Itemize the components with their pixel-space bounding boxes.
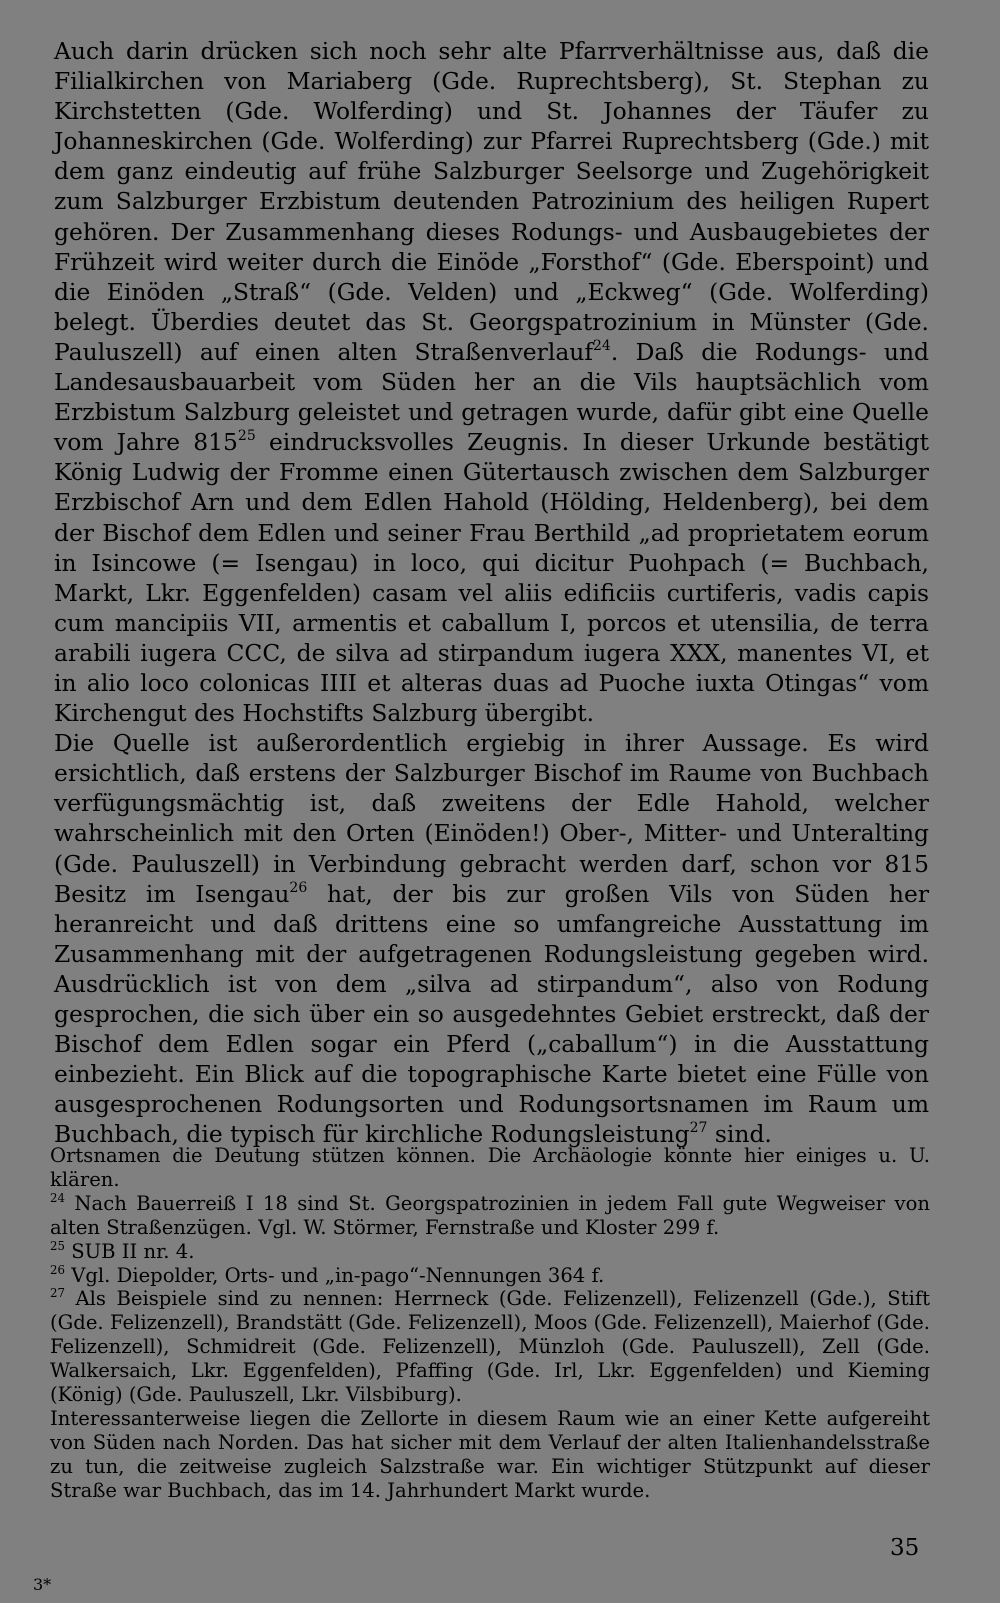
footnote-reference: 27 <box>689 1120 708 1137</box>
footnote-carryover: Ortsnamen die Deutung stützen können. Die Archäologie könnte hier einiges u. U. klären. <box>50 1144 930 1191</box>
footnote-text: Vgl. Diepolder, Orts- und „in-pago“-Nennungen 364 f. <box>71 1263 605 1287</box>
paragraph-2 <box>54 728 929 1149</box>
footnote-text: Nach Bauerreiß I 18 sind St. Georgspatrozinien in jedem Fall gute Wegweiser von alten Straßenzügen. Vgl. W. Störmer, Fernstraße und Kloster 299 f. <box>50 1191 930 1239</box>
text-segment: sind. <box>707 1120 772 1149</box>
page-number: 35 <box>890 1535 920 1561</box>
footnote-number: 24 <box>50 1190 65 1205</box>
footnote-25 <box>50 1240 930 1264</box>
footnotes <box>50 1144 930 1503</box>
footnote-text: SUB II nr. 4. <box>71 1239 195 1263</box>
footnote-text: Als Beispiele sind zu nennen: Herrneck (Gde. Felizenzell), Felizenzell (Gde.), Stift (Gde. Felizenzell), Brandstätt (Gde. Felizenzell), Moos (Gde. Felizenzell), Maierhof (Gde. Felizenzell), Schmidreit (Gde. Felizenzell), Münzloh (Gde. Pauluszell), Zell (Gde. Walkersaich, Lkr. Eggenfelden), Pfaffing (Gde. Irl, Lkr. Eggenfelden) und Kieming (König) (Gde. Pauluszell, Lkr. Vilsbiburg). <box>50 1287 930 1407</box>
footnote-continuation: Interessanterweise liegen die Zellorte in diesem Raum wie an einer Kette aufgereiht von Süden nach Norden. Das hat sicher mit dem Verlauf der alten Italienhandelsstraße zu tun, die zeitweise zugleich Salzstraße war. Ein wichtiger Stützpunkt auf dieser Straße war Buchbach, das im 14. Jahrhundert Markt wurde. <box>50 1406 930 1502</box>
text-segment: . Daß die Rodungs- und Landesausbauarbeit vom Süden her an die Vils hauptsächlich vom Erzbistum Salzburg geleistet und getragen wurde, dafür gibt eine Quelle vom Jahre 815 <box>54 337 929 457</box>
footnote-number: 27 <box>50 1286 65 1301</box>
footnote-reference: 24 <box>592 338 611 355</box>
footnote-reference: 26 <box>289 879 308 896</box>
footnote-24 <box>50 1192 930 1240</box>
text-segment: Auch darin drücken sich noch sehr alte Pfarrverhältnisse aus, daß die Filialkirchen von Mariaberg (Gde. Ruprechtsberg), St. Stephan zu Kirchstetten (Gde. Wolferding) und St. Johannes der Täufer zu Johanneskirchen (Gde. Wolferding) zur Pfarrei Ruprechtsberg (Gde.) mit dem ganz eindeutig auf frühe Salzburger Seelsorge und Zugehörigkeit zum Salzburger Erzbistum deutenden Patrozinium des heiligen Rupert gehören. Der Zusammenhang dieses Rodungs- und Ausbaugebietes der Frühzeit wird weiter durch die Einöde „Forsthof“ (Gde. Eberspoint) und die Einöden „Straß“ (Gde. Velden) und „Eckweg“ (Gde. Wolferding) belegt. Überdies deutet das St. Georgspatrozinium in Münster (Gde. Pauluszell) auf einen alten Straßenverlauf <box>54 37 929 366</box>
text-segment: Die Quelle ist außerordentlich ergiebig in ihrer Aussage. Es wird ersichtlich, daß erstens der Salzburger Bischof im Raume von Buchbach verfügungsmächtig ist, daß zweitens der Edle Hahold, welcher wahrscheinlich mit den Orten (Einöden!) Ober-, Mitter- und Unteralting (Gde. Pauluszell) in Verbindung gebracht werden darf, schon vor 815 Besitz im Isengau <box>54 729 929 908</box>
footnote-26 <box>50 1264 930 1288</box>
footnote-reference: 25 <box>237 428 256 445</box>
footnote-number: 25 <box>50 1238 65 1253</box>
paragraph-1 <box>54 36 929 728</box>
footnote-27 <box>50 1287 930 1407</box>
signature-mark: 3* <box>33 1575 52 1594</box>
footnote-number: 26 <box>50 1262 65 1277</box>
main-text <box>54 36 929 1149</box>
text-segment: eindrucksvolles Zeugnis. In dieser Urkunde bestätigt König Ludwig der Fromme einen Gütertausch zwischen dem Salzburger Erzbischof Arn und dem Edlen Hahold (Hölding, Heldenberg), bei dem der Bischof dem Edlen und seiner Frau Berthild „ad proprietatem eorum in Isincowe (= Isengau) in loco, qui dicitur Puohpach (= Buchbach, Markt, Lkr. Eggenfelden) casam vel aliis edificiis curtiferis, vadis capis cum mancipiis VII, armentis et caballum I, porcos et utensilia, de terra arabili iugera CCC, de silva ad stirpandum iugera XXX, manentes VI, et in alio loco colonicas IIII et alteras duas ad Puoche iuxta Otingas“ vom Kirchengut des Hochstifts Salzburg übergibt. <box>54 428 930 728</box>
text-segment: hat, der bis zur großen Vils von Süden her heranreicht und daß drittens eine so umfangreiche Ausstattung im Zusammenhang mit der aufgetragenen Rodungsleistung gegeben wird. Ausdrücklich ist von dem „silva ad stirpandum“, also von Rodung gesprochen, die sich über ein so ausgedehntes Gebiet erstreckt, daß der Bischof dem Edlen sogar ein Pferd („caballum“) in die Ausstattung einbezieht. Ein Blick auf die topographische Karte bietet eine Fülle von ausgesprochenen Rodungsorten und Rodungsortsnamen im Raum um Buchbach, die typisch für kirchliche Rodungsleistung <box>54 879 930 1149</box>
